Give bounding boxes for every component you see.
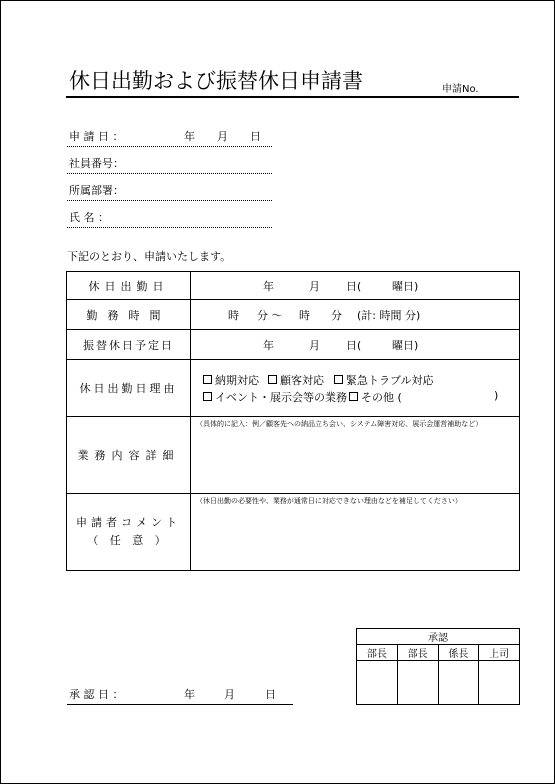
work-date-day-unit: 日( [346,280,362,293]
intro-text: 下記のとおり、申請いたします。 [67,250,232,263]
approval-column-label: 部長 [397,645,438,661]
work-details-note: （具体的に記入：例／顧客先への納品立ち会い、システム障害対応、展示会運営補助など） [196,420,483,428]
checkbox-icon [349,392,358,401]
work-date-weekday-unit: 曜日) [392,280,419,293]
reason-row [67,360,520,417]
request-number-label: 申請No. [442,84,479,95]
approval-date-day-unit: 日 [265,688,276,701]
checkbox-icon [203,375,212,384]
work-hours-start-hour-unit: 時 [228,309,239,322]
substitute-date-input[interactable] [191,330,520,360]
comment-label [67,494,191,571]
work-date-month-unit: 月 [309,280,320,293]
substitute-date-year-unit: 年 [263,339,274,352]
approval-stamp-cell[interactable] [397,661,438,705]
approval-date-year-unit: 年 [184,688,195,701]
application-table [66,271,520,571]
reason-other-close-paren: ) [494,389,499,402]
approval-column-label: 係長 [438,645,479,661]
department-label: 所属部署： [69,184,124,197]
comment-label-line2: （ 任 意 ） [87,534,170,547]
application-date-month-unit: 月 [217,130,228,143]
substitute-date-month-unit: 月 [309,339,320,352]
substitute-date-day-unit: 日( [346,339,362,352]
work-date-input[interactable] [191,272,520,300]
approval-stamp-cell[interactable] [479,661,520,705]
substitute-date-row [67,330,520,360]
checkbox-icon [268,375,277,384]
employee-number-field[interactable] [67,154,272,174]
substitute-date-weekday-unit: 曜日) [392,339,419,352]
work-hours-label: 勤務時間 [67,300,191,330]
approval-column-label: 部長 [357,645,398,661]
application-date-field[interactable] [67,127,272,147]
form-title: 休日出勤および振替休日申請書 [69,69,363,93]
approval-columns-row [357,645,520,661]
reason-options [191,360,520,417]
work-hours-row [67,300,520,330]
work-hours-end-hour-unit: 時 [299,309,310,322]
work-details-input[interactable] [191,417,520,494]
work-details-row [67,417,520,494]
approval-column-label: 上司 [479,645,520,661]
work-hours-start-minute-unit: 分 ～ [257,309,283,322]
application-date-year-unit: 年 [184,130,195,143]
reason-label: 休日出勤日理由 [67,360,191,417]
approval-date-month-unit: 月 [224,688,235,701]
name-label: 氏 名 ： [69,211,109,224]
name-field[interactable] [67,208,272,228]
comment-label-line1: 申請者コメント [76,516,181,529]
application-date-label: 申 請 日 ： [69,130,124,143]
reason-option-event[interactable]: イベント・展示会等の業務 [203,389,347,405]
work-date-row [67,272,520,300]
approval-header: 承認 [357,629,520,645]
work-date-label: 休日出勤日 [67,272,191,300]
approval-stamp-row [357,661,520,705]
comment-input[interactable] [191,494,520,571]
approval-header-row [357,629,520,645]
reason-option-emergency[interactable]: 緊急トラブル対応 [334,372,434,388]
work-hours-input[interactable] [191,300,520,330]
comment-row [67,494,520,571]
reason-option-other[interactable]: その他 ( [349,389,402,405]
department-field[interactable] [67,181,272,201]
approval-stamp-cell[interactable] [438,661,479,705]
title-underline [66,96,519,98]
checkbox-icon [203,392,212,401]
reason-option-delivery[interactable]: 納期対応 [203,372,259,388]
approval-date-field[interactable] [67,684,293,705]
reason-option-customer[interactable]: 顧客対応 [268,372,324,388]
work-hours-end-minute-unit: 分 [331,309,342,322]
employee-number-label: 社員番号： [69,157,124,170]
approval-table [356,628,520,705]
work-hours-total: (計: 時間 分) [357,309,421,322]
approval-stamp-cell[interactable] [357,661,398,705]
approval-date-label: 承 認 日 ： [69,688,124,701]
checkbox-icon [334,375,343,384]
work-details-label: 業務内容詳細 [67,417,191,494]
work-date-year-unit: 年 [263,280,274,293]
application-date-day-unit: 日 [250,130,261,143]
substitute-date-label: 振替休日予定日 [67,330,191,360]
comment-note: （休日出勤の必要性や、業務が通常日に対応できない理由などを補足してください） [196,497,462,505]
